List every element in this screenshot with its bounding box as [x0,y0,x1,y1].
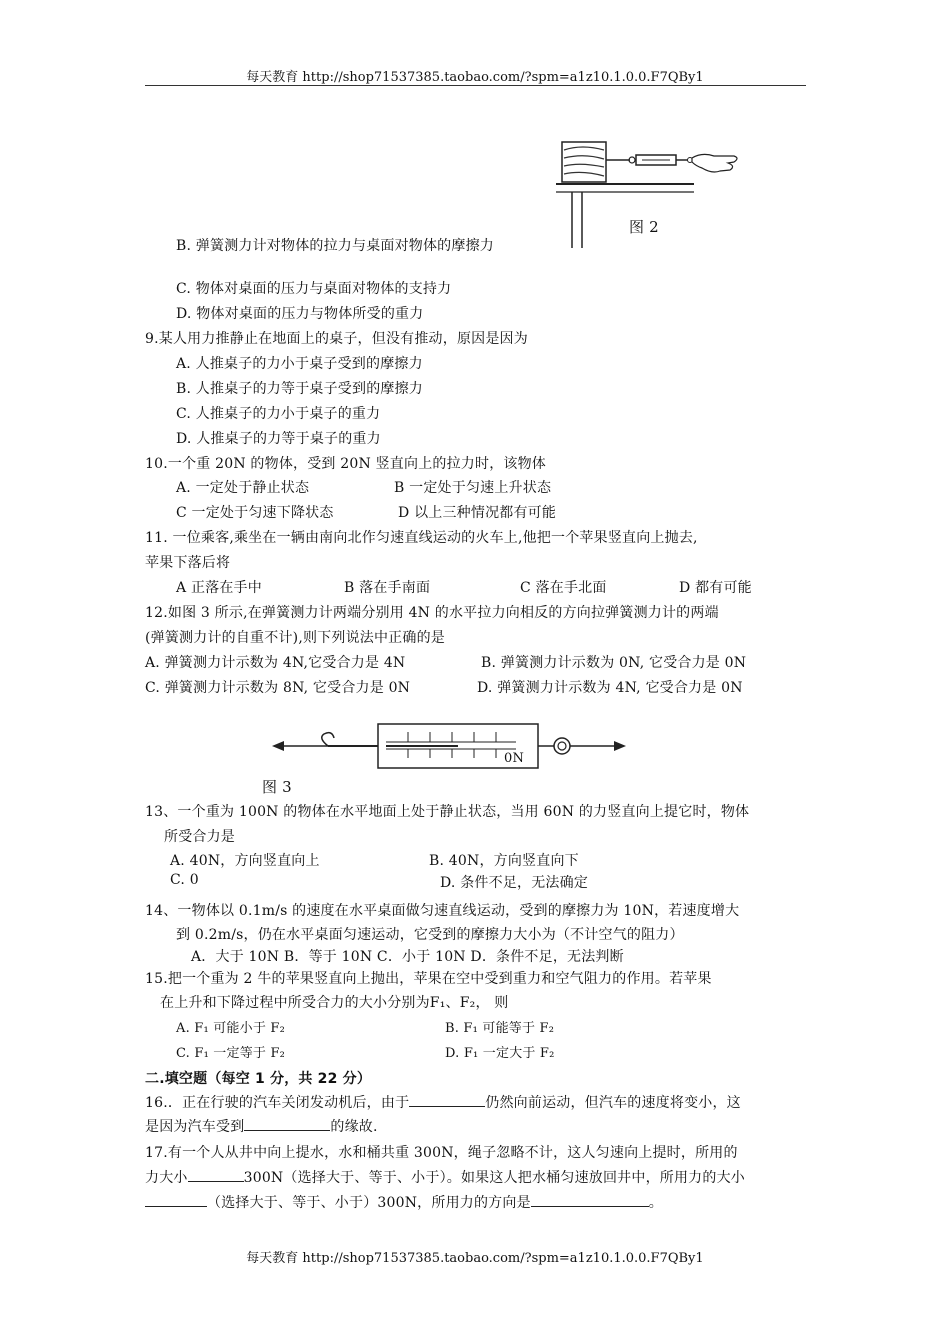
q10-stem: 10.一个重 20N 的物体，受到 20N 竖直向上的拉力时，该物体 [145,456,546,472]
q10-option-a: A. 一定处于静止状态 [176,480,310,496]
q15-option-c: C. F₁ 一定等于 F₂ [176,1046,286,1061]
q17-blank-3[interactable] [531,1192,649,1207]
q10-option-d: D 以上三种情况都有可能 [398,505,557,521]
q12-option-b: B. 弹簧测力计示数为 0N, 它受合力是 0N [481,655,747,671]
q9-option-d: D. 人推桌子的力等于桌子的重力 [176,431,381,447]
q8-option-b: B. 弹簧测力计对物体的拉力与桌面对物体的摩擦力 [176,238,494,254]
right-arrow-icon [614,741,626,751]
page-header: 每天教育 http://shop71537385.taobao.com/?spm=a1z10.1.0.0.F7QBy1 [246,70,704,85]
q15-option-a: A. F₁ 可能小于 F₂ [176,1021,285,1036]
figure-3-scale-mark: 0N [504,751,525,766]
q17-text-3: （选择大于、等于、小于）300N，所用力的方向是 [207,1195,531,1211]
q16-text-1: 16.．正在行驶的汽车关闭发动机后，由于 [145,1095,410,1111]
q16-blank-2[interactable] [244,1116,330,1131]
q13-option-c: C. 0 [170,872,199,888]
section-2-title: 二.填空题（每空 1 分，共 22 分） [145,1071,372,1087]
q12-option-a: A. 弹簧测力计示数为 4N,它受合力是 4N [145,655,406,671]
q11-option-d: D 都有可能 [679,580,752,596]
q13-stem-line1: 13、一个重为 100N 的物体在水平地面上处于静止状态，当用 60N 的力竖直向上提它时，物体 [145,804,750,820]
header-rule [145,85,806,86]
q17-text-1: 力大小 [145,1170,188,1186]
q17-line3 [145,1192,663,1212]
page-footer: 每天教育 http://shop71537385.taobao.com/?spm=a1z10.1.0.0.F7QBy1 [246,1251,704,1266]
q13-stem-line2: 所受合力是 [164,829,235,845]
q15-option-b: B. F₁ 可能等于 F₂ [445,1021,555,1036]
hook-icon [322,733,334,746]
q16-text-4: 的缘故. [330,1119,378,1135]
q11-stem-line2: 苹果下落后将 [145,555,231,571]
q11-option-b: B 落在手南面 [344,580,431,596]
q9-stem: 9.某人用力推静止在地面上的桌子，但没有推动，原因是因为 [145,331,528,347]
q9-option-c: C. 人推桌子的力小于桌子的重力 [176,406,381,422]
q13-option-d: D. 条件不足，无法确定 [440,875,589,891]
q17-line1: 17.有一个人从井中向上提水，水和桶共重 300N，绳子忽略不计，这人匀速向上提时，所用的 [145,1145,738,1161]
q11-stem-line1: 11. 一位乘客,乘坐在一辆由南向北作匀速直线运动的火车上,他把一个苹果竖直向上抛去, [145,530,698,546]
figure-3 [268,718,630,774]
q8-option-c: C. 物体对桌面的压力与桌面对物体的支持力 [176,281,452,297]
q13-option-b: B. 40N，方向竖直向下 [429,853,579,869]
q9-option-a: A. 人推桌子的力小于桌子受到的摩擦力 [176,356,423,372]
q15-stem-line2: 在上升和下降过程中所受合力的大小分别为F₁、F₂， 则 [160,995,509,1011]
wood-block [562,142,606,182]
left-arrow-icon [272,741,284,751]
q16-line2 [145,1116,378,1136]
hand-icon [692,154,737,172]
q16-text-2: 仍然向前运动，但汽车的速度将变小，这 [485,1095,741,1111]
q8-option-d: D. 物体对桌面的压力与物体所受的重力 [176,306,424,322]
q17-blank-1[interactable] [188,1167,244,1182]
q12-stem-line2: (弹簧测力计的自重不计),则下列说法中正确的是 [145,630,445,646]
q16-line1 [145,1092,741,1112]
ring-icon [554,738,570,754]
q12-stem-line1: 12.如图 3 所示,在弹簧测力计两端分别用 4N 的水平拉力向相反的方向拉弹簧测力计的两端 [145,605,719,621]
q16-blank-1[interactable] [409,1092,485,1107]
q17-text-2: 300N（选择大于、等于、小于）。如果这人把水桶匀速放回井中，所用力的大小 [243,1170,745,1186]
q11-option-c: C 落在手北面 [520,580,607,596]
q15-option-d: D. F₁ 一定大于 F₂ [445,1046,555,1061]
q14-stem-line1: 14、一物体以 0.1m/s 的速度在水平桌面做匀速直线运动，受到的摩擦力为 10N，若速度增大 [145,903,740,919]
figure-3-label: 图 3 [262,778,292,796]
q17-blank-2[interactable] [145,1192,207,1207]
q13-option-a: A. 40N，方向竖直向上 [170,853,320,869]
q16-text-3: 是因为汽车受到 [145,1119,245,1135]
figure-2-label: 图 2 [629,218,659,236]
q10-option-c: C 一定处于匀速下降状态 [176,505,334,521]
q17-line2 [145,1167,745,1187]
q14-stem-line2: 到 0.2m/s，仍在水平桌面匀速运动，它受到的摩擦力大小为（不计空气的阻力） [176,927,684,943]
q12-option-d: D. 弹簧测力计示数为 4N, 它受合力是 0N [477,680,743,696]
q10-option-b: B 一定处于匀速上升状态 [394,480,552,496]
q12-option-c: C. 弹簧测力计示数为 8N, 它受合力是 0N [145,680,411,696]
q14-options: A．大于 10N B．等于 10N C．小于 10N D．条件不足，无法判断 [191,949,624,965]
q9-option-b: B. 人推桌子的力等于桌子受到的摩擦力 [176,381,423,397]
q15-stem-line1: 15.把一个重为 2 牛的苹果竖直向上抛出，苹果在空中受到重力和空气阻力的作用。若苹果 [145,971,712,987]
q11-option-a: A 正落在手中 [176,580,262,596]
q17-text-4: 。 [648,1195,663,1211]
